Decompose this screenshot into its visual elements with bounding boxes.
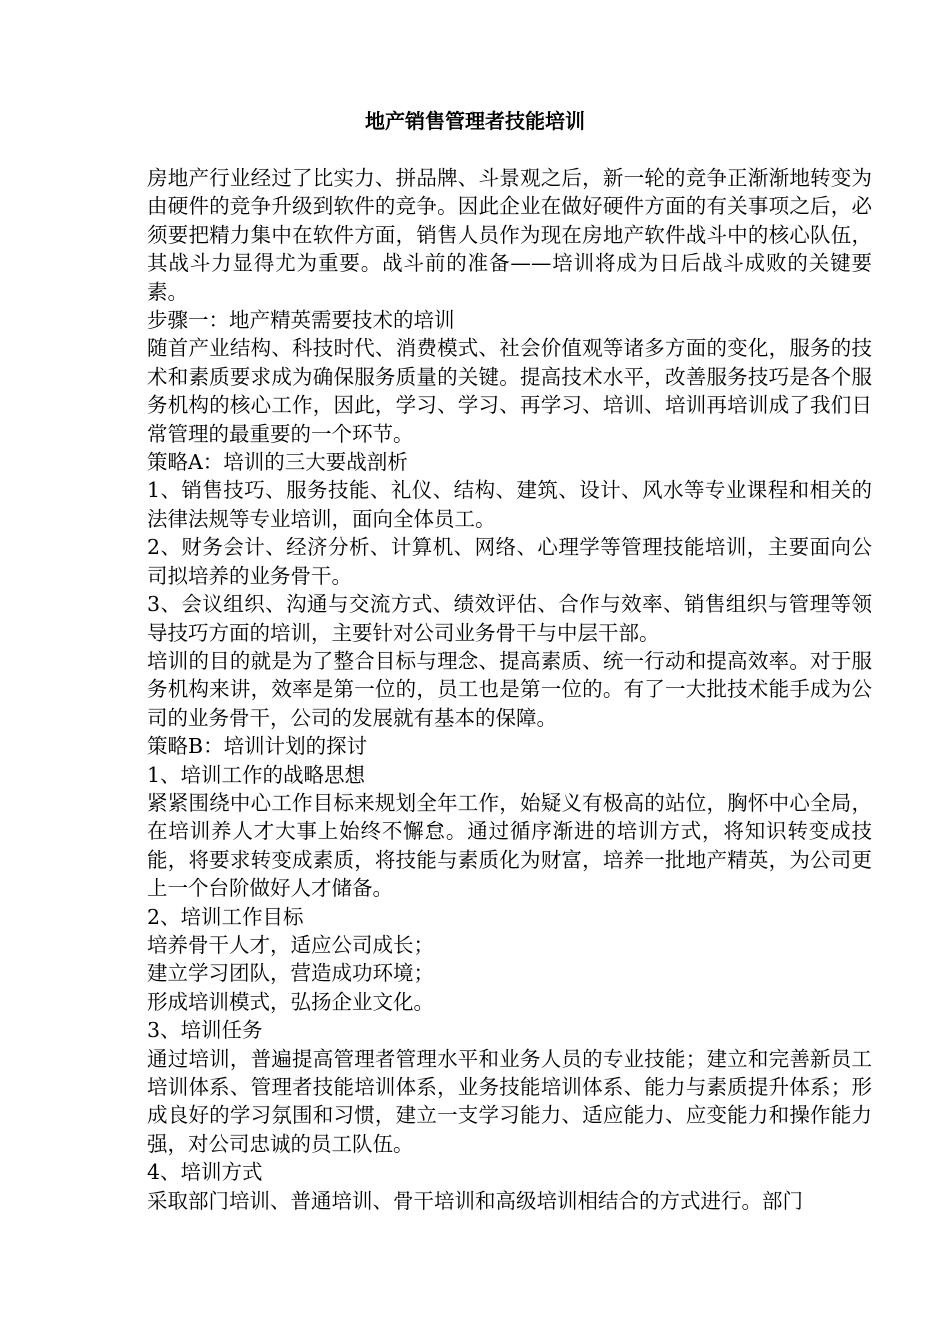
list-item-strategy-a-1: 1、销售技巧、服务技能、礼仪、结构、建筑、设计、风水等专业课程和相关的法律法规等专业培训，面向全体员工。 xyxy=(147,478,872,531)
list-item-strategy-a-2: 2、财务会计、经济分析、计算机、网络、心理学等管理技能培训，主要面向公司拟培养的业务骨干。 xyxy=(147,535,872,588)
heading-training-tasks: 3、培训任务 xyxy=(147,1018,263,1043)
list-item-goal-2: 建立学习团队，营造成功环境； xyxy=(147,961,434,986)
paragraph-training-purpose: 培训的目的就是为了整合目标与理念、提高素质、统一行动和提高效率。对于服务机构来讲，效率是第一位的，员工也是第一位的。有了一大批技术能手成为公司的业务骨干，公司的发展就有基本的保障。 xyxy=(147,648,872,730)
heading-step-one: 步骤一：地产精英需要技术的培训 xyxy=(147,308,455,333)
paragraph-strategic-thinking: 紧紧围绕中心工作目标来规划全年工作，始疑义有极高的站位，胸怀中心全局，在培训养人才大事上始终不懈怠。通过循序渐进的培训方式，将知识转变成技能，将要求转变成素质，将技能与素质化为财富，培养一批地产精英，为公司更上一个台阶做好人才储备。 xyxy=(147,790,872,901)
document-title: 地产销售管理者技能培训 xyxy=(365,109,585,133)
heading-training-goals: 2、培训工作目标 xyxy=(147,904,304,929)
paragraph-training-tasks: 通过培训，普遍提高管理者管理水平和业务人员的专业技能；建立和完善新员工培训体系、管理者技能培训体系，业务技能培训体系、能力与素质提升体系；形成良好的学习氛围和习惯，建立一支学习能力、适应能力、应变能力和操作能力强，对公司忠诚的员工队伍。 xyxy=(147,1046,872,1156)
heading-strategy-b: 策略B：培训计划的探讨 xyxy=(147,734,368,759)
list-item-goal-3: 形成培训模式，弘扬企业文化。 xyxy=(147,989,434,1014)
paragraph-step-one: 随首产业结构、科技时代、消费模式、社会价值观等诸多方面的变化，服务的技术和素质要求成为确保服务质量的关键。提高技术水平，改善服务技巧是各个服务机构的核心工作，因此，学习、学习、再学习、培训、培训再培训成了我们日常管理的最重要的一个环节。 xyxy=(147,336,872,446)
list-item-goal-1: 培养骨干人才，适应公司成长； xyxy=(147,932,434,957)
paragraph-intro: 房地产行业经过了比实力、拼品牌、斗景观之后，新一轮的竞争正渐渐地转变为由硬件的竞争升级到软件的竞争。因此企业在做好硬件方面的有关事项之后，必须要把精力集中在软件方面，销售人员作为现在房地产软件战斗中的核心队伍，其战斗力显得尤为重要。战斗前的准备——培训将成为日后战斗成败的关键要素。 xyxy=(147,166,872,304)
heading-strategic-thinking: 1、培训工作的战略思想 xyxy=(147,762,366,787)
paragraph-training-methods: 采取部门培训、普通培训、骨干培训和高级培训相结合的方式进行。部门 xyxy=(147,1188,803,1213)
heading-training-methods: 4、培训方式 xyxy=(147,1160,263,1185)
document-body xyxy=(147,164,872,1215)
heading-strategy-a: 策略A：培训的三大要战剖析 xyxy=(147,450,408,475)
list-item-strategy-a-3: 3、会议组织、沟通与交流方式、绩效评估、合作与效率、销售组织与管理等领导技巧方面的培训，主要针对公司业务骨干与中层干部。 xyxy=(147,592,872,645)
